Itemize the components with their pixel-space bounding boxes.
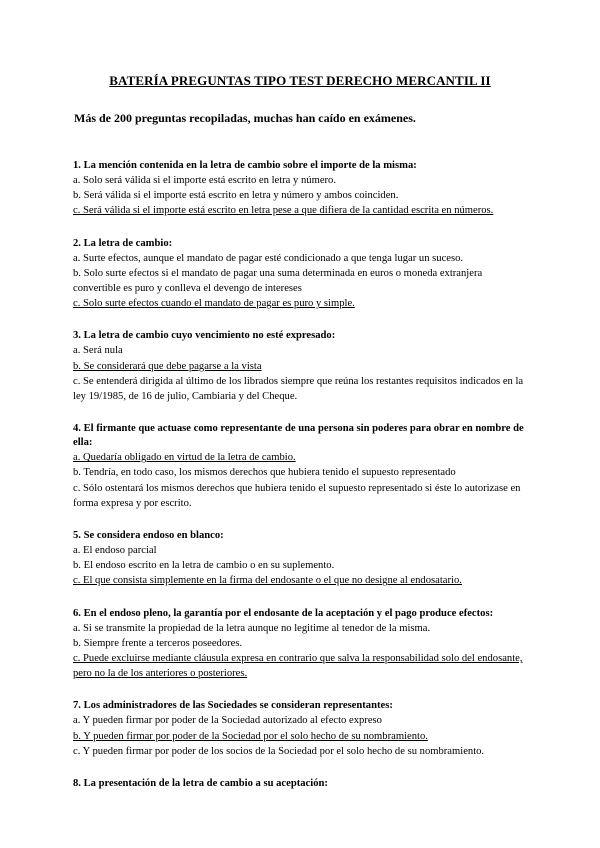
option-c-correct: c. El que consista simplemente en la firma del endosante o el que no designe al endosatario.: [73, 575, 462, 587]
option-a: a. Si se transmite la propiedad de la letra aunque no legitime al tenedor de la misma.: [73, 622, 431, 634]
question-4: [73, 422, 529, 511]
question-title: 3. La letra de cambio cuyo vencimiento no esté expresado:: [73, 330, 336, 342]
option-a: a. Y pueden firmar por poder de la Sociedad autorizado al efecto expreso: [73, 715, 382, 727]
option-a: a. Será nula: [73, 345, 123, 357]
question-title: 6. En el endoso pleno, la garantía por el endosante de la aceptación y el pago produce efectos:: [73, 607, 494, 619]
question-1: [73, 159, 529, 219]
option-c: c. Se entenderá dirigida al último de los librados siempre que reúna los restantes requisitos indicados en la ley 19/1985, de 16 de julio, Cambiaria y del Cheque.: [73, 375, 524, 403]
question-2: [73, 237, 529, 312]
question-title: 1. La mención contenida en la letra de cambio sobre el importe de la misma:: [73, 160, 417, 171]
question-7: [73, 699, 529, 759]
option-a: a. Solo será válida si el importe está escrito en letra y número.: [73, 175, 336, 186]
option-a-correct: a. Quedaría obligado en virtud de la letra de cambio.: [73, 452, 296, 464]
option-b: b. Tendría, en todo caso, los mismos derechos que hubiera tenido el supuesto representado: [73, 467, 456, 479]
option-c-correct: c. Solo surte efectos cuando el mandato de pagar es puro y simple.: [73, 298, 355, 310]
option-b-correct: b. Se considerará que debe pagarse a la vista: [73, 360, 262, 372]
question-title: 7. Los administradores de las Sociedades se consideran representantes:: [73, 700, 393, 712]
option-c: c. Y pueden firmar por poder de los socios de la Sociedad por el solo hecho de su nombramiento.: [73, 745, 485, 757]
document-title: BATERÍA PREGUNTAS TIPO TEST DERECHO MERCANTIL II: [109, 73, 491, 88]
option-c: c. Sólo ostentará los mismos derechos que hubiera tenido el supuesto representado si éste lo autorizase en forma expresa y por escrito.: [73, 482, 521, 509]
question-title: 5. Se considera endoso en blanco:: [73, 530, 224, 542]
document-subtitle: Más de 200 preguntas recopiladas, muchas han caído en exámenes.: [74, 111, 416, 125]
question-6: [73, 607, 529, 682]
questions-list: [73, 159, 529, 809]
question-title: 4. El firmante que actuase como representante de una persona sin poderes para obrar en nombre de ella:: [73, 423, 524, 449]
question-title: 8. La presentación de la letra de cambio a su aceptación:: [73, 778, 328, 790]
option-b: b. El endoso escrito en la letra de cambio o en su suplemento.: [73, 560, 335, 572]
option-b: b. Siempre frente a terceros poseedores.: [73, 637, 243, 649]
option-b: b. Solo surte efectos si el mandato de pagar una suma determinada en euros o moneda extranjera convertible es puro y conlleva el devengo de intereses: [73, 267, 483, 295]
question-3: [73, 329, 529, 404]
option-b-correct: b. Y pueden firmar por poder de la Sociedad por el solo hecho de su nombramiento.: [73, 730, 428, 742]
option-b: b. Será válida si el importe está escrito en letra y número y ambos coinciden.: [73, 190, 399, 202]
option-a: a. Surte efectos, aunque el mandato de pagar esté condicionado a que tenga lugar un suceso.: [73, 252, 464, 264]
question-title: 2. La letra de cambio:: [73, 237, 173, 249]
option-c-correct: c. Será válida si el importe está escrito en letra pese a que difiera de la cantidad escrita en números.: [73, 205, 494, 217]
option-c-correct: c. Puede excluirse mediante cláusula expresa en contrario que salva la responsabilidad solo del endosante, pero no la de los anteriores o posteriores.: [73, 653, 523, 680]
question-5: [73, 529, 529, 589]
question-8: [73, 777, 529, 791]
option-a: a. El endoso parcial: [73, 545, 157, 557]
